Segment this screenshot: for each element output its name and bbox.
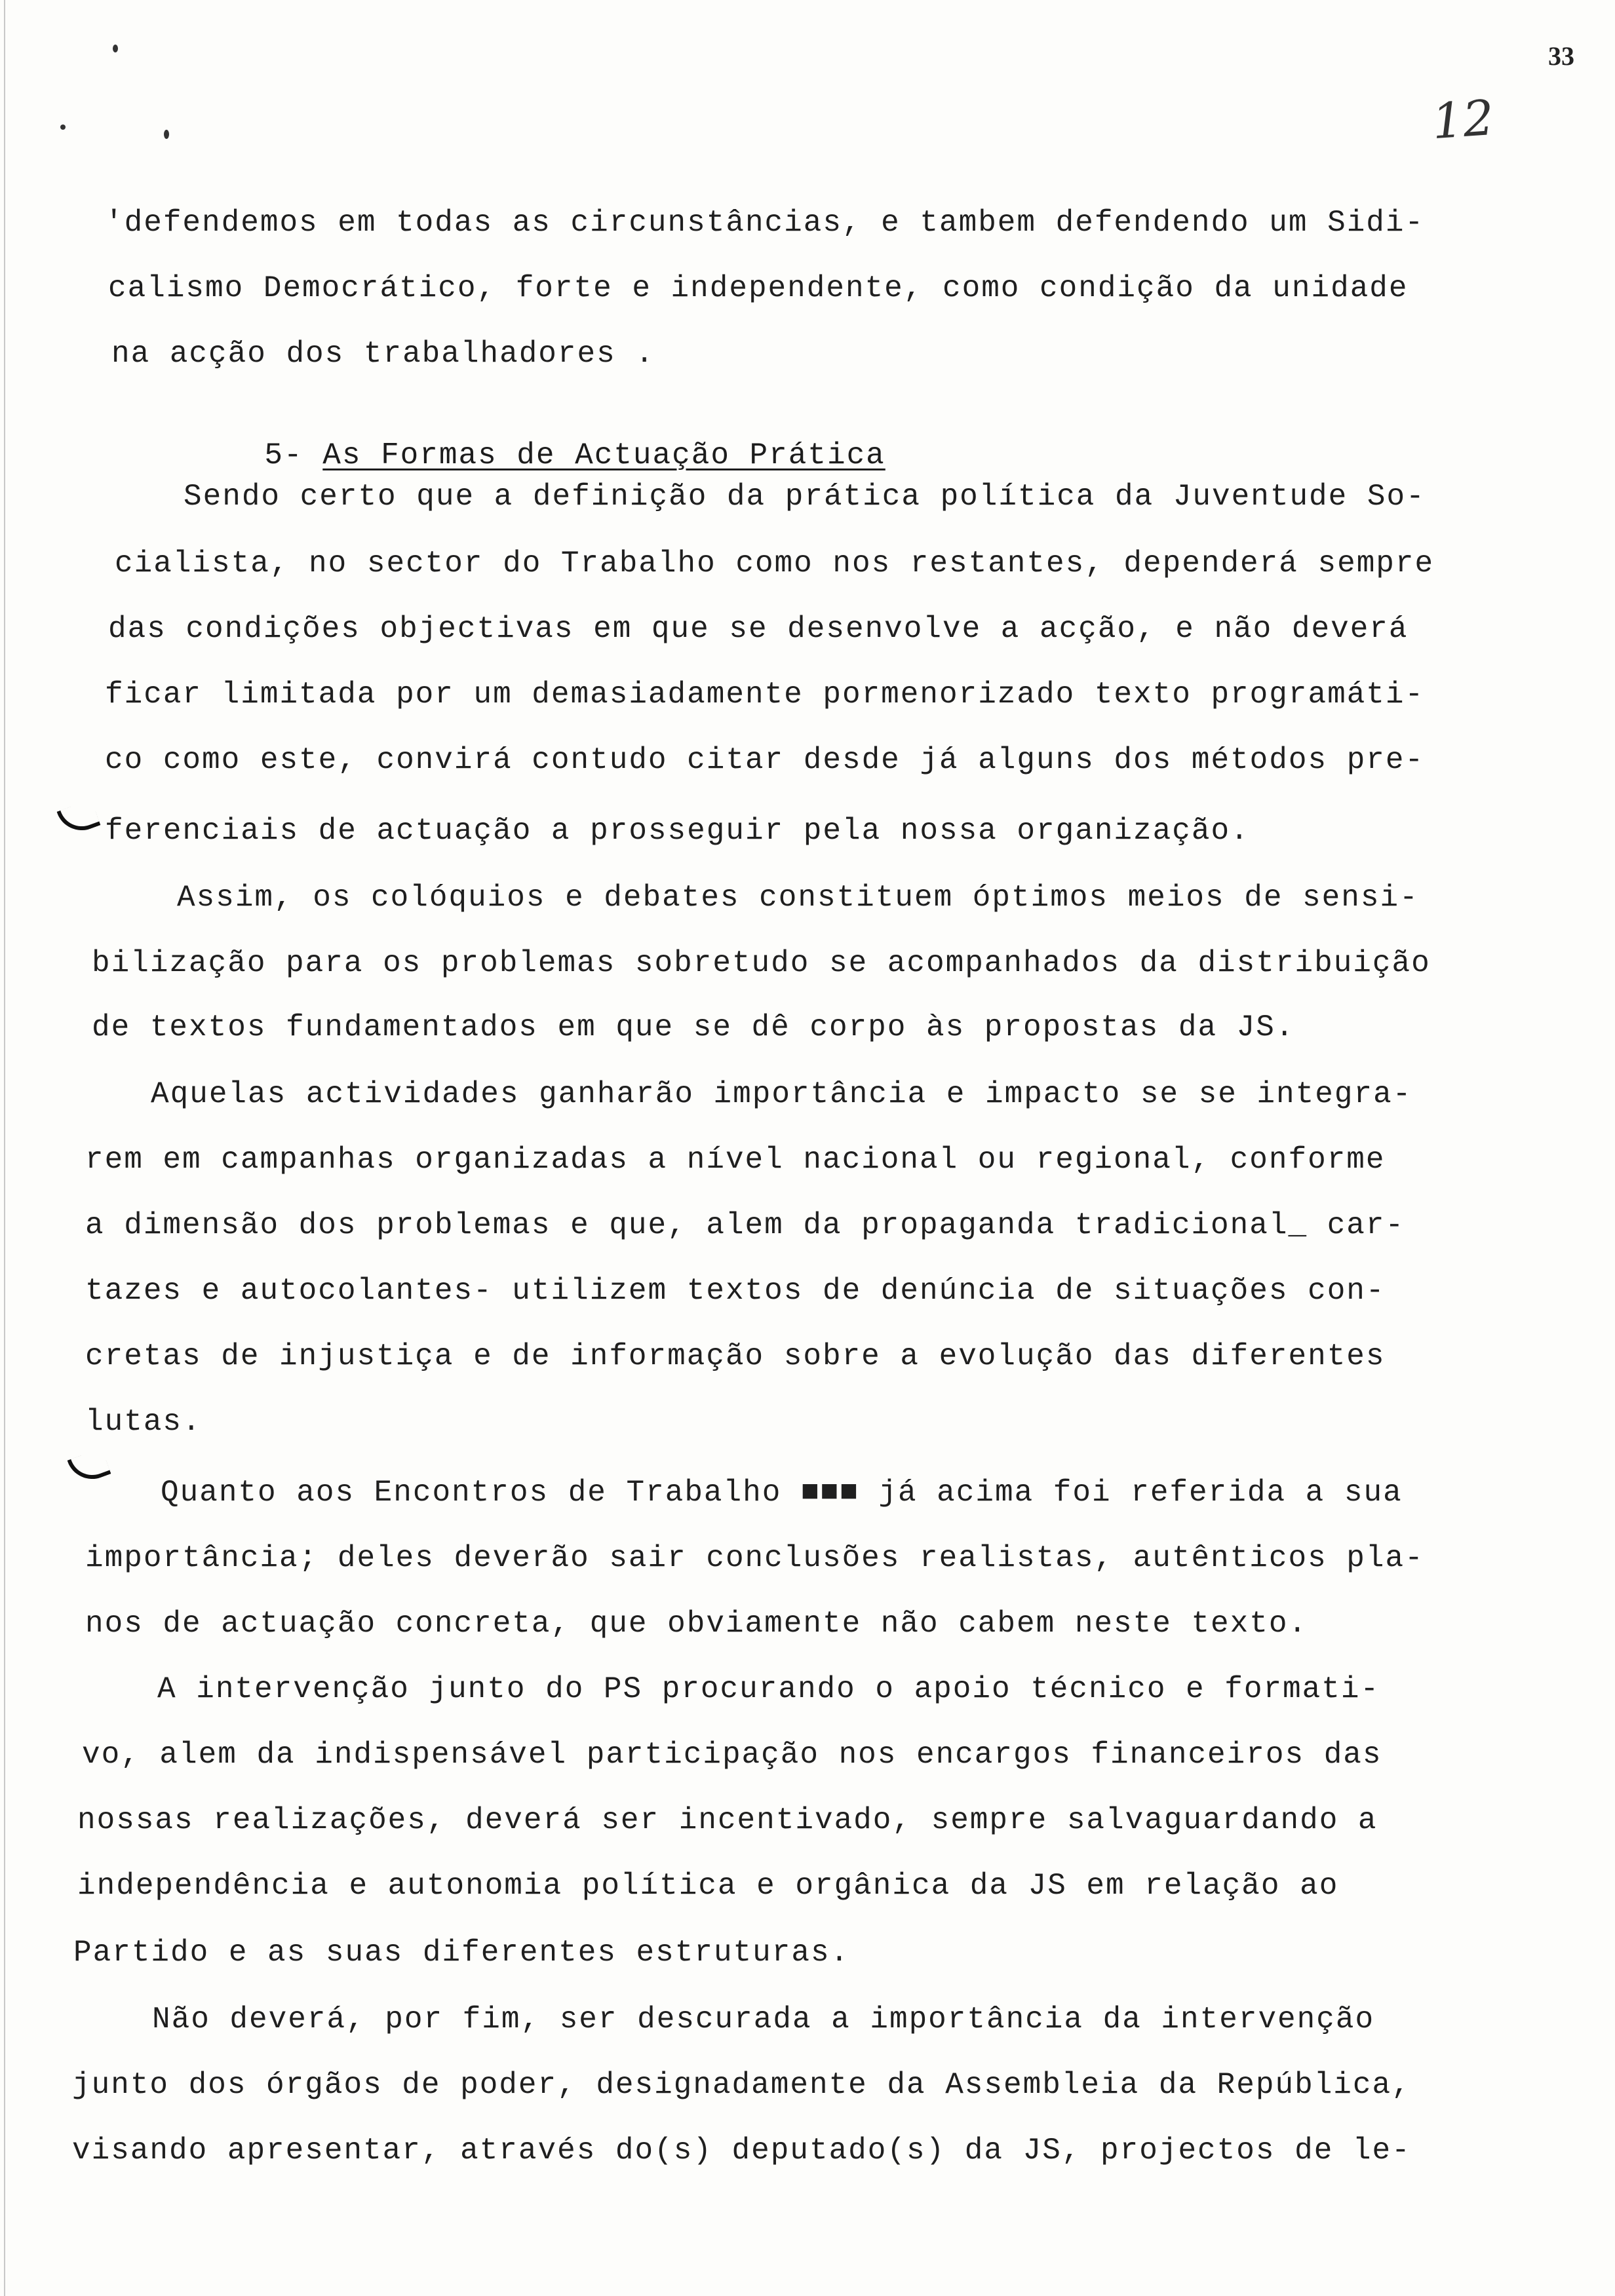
- scan-edge-line: [4, 0, 5, 2296]
- margin-bracket-mark: [68, 1448, 111, 1487]
- text-line: Assim, os colóquios e debates constituem óptimos meios de sensi-: [177, 881, 1419, 915]
- text-line: cretas de injustiça e de informação sobre a evolução das diferentes: [85, 1339, 1386, 1373]
- text-line: importância; deles deverão sair conclusões realistas, autênticos pla-: [85, 1541, 1424, 1575]
- text-line: na acção dos trabalhadores .: [111, 337, 655, 371]
- text-line: bilização para os problemas sobretudo se acompanhados da distribuição: [92, 946, 1431, 980]
- text-line: 'defendemos em todas as circunstâncias, e tambem defendendo um Sidi-: [105, 206, 1425, 240]
- text-line: Aquelas actividades ganharão importância e impacto se se integra-: [151, 1077, 1412, 1111]
- text-line: calismo Democrático, forte e independente, como condição da unidade: [108, 271, 1409, 305]
- text-line: lutas.: [85, 1405, 202, 1439]
- text-line: Não deverá, por fim, ser descurada a importância da intervenção: [152, 2002, 1375, 2037]
- text-line: tazes e autocolantes- utilizem textos de denúncia de situações con-: [85, 1274, 1386, 1308]
- text-line: visando apresentar, através do(s) deputado(s) da JS, projectos de le-: [72, 2133, 1411, 2168]
- section-number: 5-: [264, 438, 303, 472]
- text-line: cialista, no sector do Trabalho como nos restantes, dependerá sempre: [115, 546, 1435, 581]
- text-line: Quanto aos Encontros de Trabalho ■■■ já acima foi referida a sua: [161, 1476, 1403, 1510]
- text-line: nossas realizações, deverá ser incentivado, sempre salvaguardando a: [77, 1803, 1378, 1837]
- text-line: independência e autonomia política e orgânica da JS em relação ao: [77, 1869, 1339, 1903]
- scan-speck: [113, 45, 118, 52]
- scan-speck: [164, 130, 169, 139]
- text-line: Partido e as suas diferentes estruturas.: [73, 1936, 850, 1970]
- text-line: a dimensão dos problemas e que, alem da propaganda tradicional_ car-: [85, 1208, 1405, 1242]
- text-line: Sendo certo que a definição da prática política da Juventude So-: [184, 480, 1426, 514]
- scan-speck: [60, 124, 66, 130]
- text-line: ficar limitada por um demasiadamente pormenorizado texto programáti-: [105, 678, 1425, 712]
- margin-bracket-mark: [57, 799, 101, 838]
- text-line: co como este, convirá contudo citar desde já alguns dos métodos pre-: [105, 743, 1425, 777]
- text-line: nos de actuação concreta, que obviamente não cabem neste texto.: [85, 1607, 1308, 1641]
- text-line: das condições objectivas em que se desenvolve a acção, e não deverá: [108, 612, 1409, 646]
- text-line: A intervenção junto do PS procurando o apoio técnico e formati-: [157, 1672, 1380, 1706]
- handwritten-page-number: 12: [1430, 89, 1496, 151]
- text-line: ferenciais de actuação a prosseguir pela nossa organização.: [105, 814, 1250, 848]
- text-line: de textos fundamentados em que se dê corpo às propostas da JS.: [92, 1010, 1295, 1044]
- page-number: 33: [1548, 41, 1574, 71]
- text-line: junto dos órgãos de poder, designadamente da Assembleia da República,: [72, 2068, 1411, 2102]
- text-line: rem em campanhas organizadas a nível nacional ou regional, conforme: [85, 1143, 1386, 1177]
- text-line: vo, alem da indispensável participação nos encargos financeiros das: [82, 1738, 1382, 1772]
- section-title: As Formas de Actuação Prática: [322, 438, 885, 472]
